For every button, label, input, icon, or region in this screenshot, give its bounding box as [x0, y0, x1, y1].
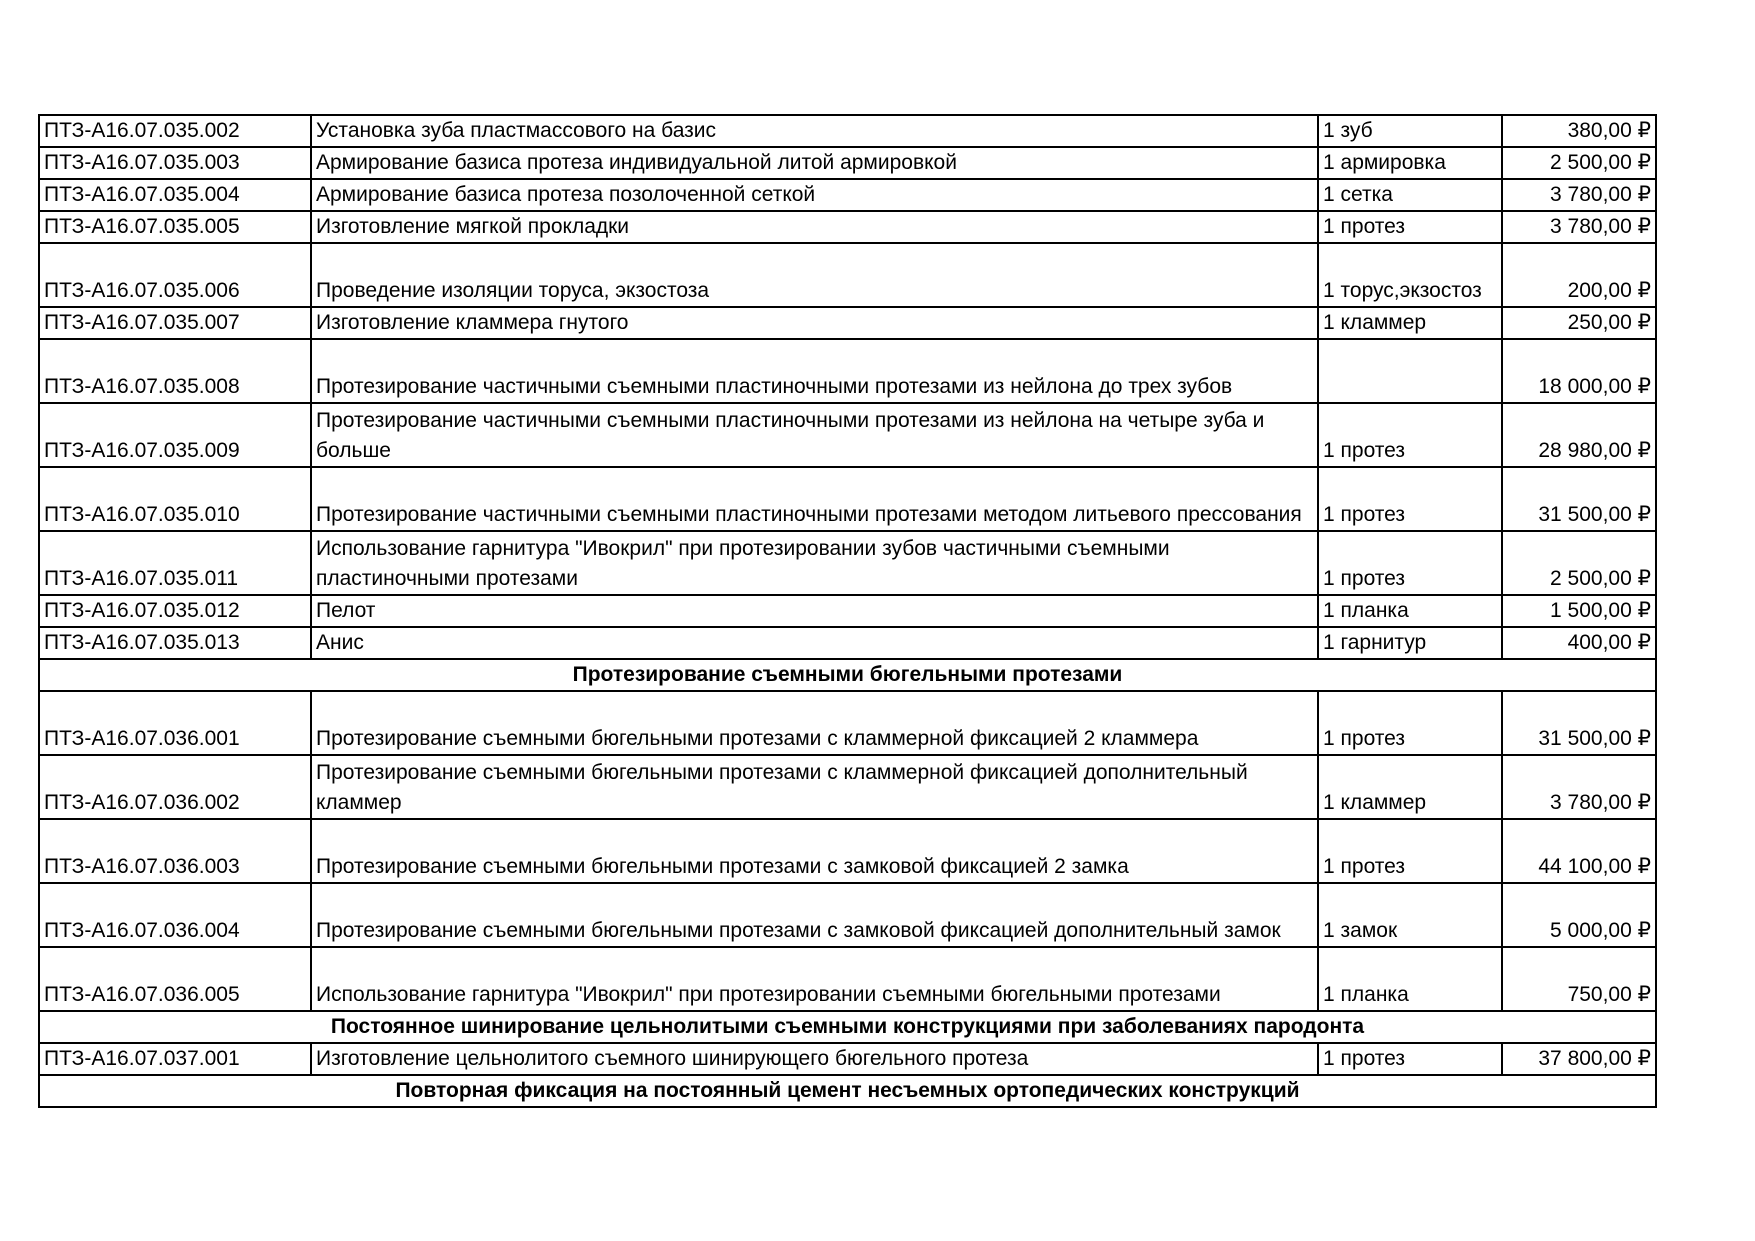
service-description: Армирование базиса протеза индивидуальной литой армировкой: [311, 147, 1318, 179]
service-description: Проведение изоляции торуса, экзостоза: [311, 243, 1318, 307]
section-header-row: [39, 1075, 1656, 1107]
table-row: [39, 755, 1656, 819]
service-description: Изготовление мягкой прокладки: [311, 211, 1318, 243]
table-row: [39, 179, 1656, 211]
service-description: Пелот: [311, 595, 1318, 627]
service-unit: 1 гарнитур: [1318, 627, 1502, 659]
service-description: Протезирование съемными бюгельными протезами с замковой фиксацией дополнительный замок: [311, 883, 1318, 947]
service-description: Изготовление кламмера гнутого: [311, 307, 1318, 339]
table-row: [39, 211, 1656, 243]
price-list-body: [39, 115, 1656, 1107]
table-row: [39, 947, 1656, 1011]
table-row: [39, 883, 1656, 947]
service-price: 200,00 ₽: [1502, 243, 1656, 307]
service-code: ПТЗ-А16.07.035.003: [39, 147, 311, 179]
service-description: Армирование базиса протеза позолоченной сеткой: [311, 179, 1318, 211]
section-header-row: [39, 1011, 1656, 1043]
service-price: 750,00 ₽: [1502, 947, 1656, 1011]
service-price: 1 500,00 ₽: [1502, 595, 1656, 627]
table-row: [39, 243, 1656, 307]
service-unit: 1 армировка: [1318, 147, 1502, 179]
service-code: ПТЗ-А16.07.035.012: [39, 595, 311, 627]
service-code: ПТЗ-А16.07.035.002: [39, 115, 311, 147]
service-unit: 1 протез: [1318, 403, 1502, 467]
service-unit: 1 кламмер: [1318, 755, 1502, 819]
service-unit: 1 протез: [1318, 1043, 1502, 1075]
service-code: ПТЗ-А16.07.035.010: [39, 467, 311, 531]
service-price: 380,00 ₽: [1502, 115, 1656, 147]
table-row: [39, 595, 1656, 627]
service-price: 28 980,00 ₽: [1502, 403, 1656, 467]
service-code: ПТЗ-А16.07.036.005: [39, 947, 311, 1011]
service-price: 18 000,00 ₽: [1502, 339, 1656, 403]
service-unit: 1 протез: [1318, 819, 1502, 883]
table-row: [39, 147, 1656, 179]
service-code: ПТЗ-А16.07.035.008: [39, 339, 311, 403]
service-code: ПТЗ-А16.07.035.011: [39, 531, 311, 595]
service-description: Использование гарнитура "Ивокрил" при протезировании зубов частичными съемными пластиночными протезами: [311, 531, 1318, 595]
table-row: [39, 1043, 1656, 1075]
service-price: 3 780,00 ₽: [1502, 179, 1656, 211]
service-code: ПТЗ-А16.07.035.005: [39, 211, 311, 243]
service-price: 250,00 ₽: [1502, 307, 1656, 339]
service-description: Протезирование частичными съемными пластиночными протезами из нейлона до трех зубов: [311, 339, 1318, 403]
service-price: 2 500,00 ₽: [1502, 147, 1656, 179]
service-price: 37 800,00 ₽: [1502, 1043, 1656, 1075]
service-unit: 1 протез: [1318, 467, 1502, 531]
service-description: Протезирование съемными бюгельными протезами с кламмерной фиксацией дополнительный кламмер: [311, 755, 1318, 819]
service-price: 31 500,00 ₽: [1502, 467, 1656, 531]
service-code: ПТЗ-А16.07.037.001: [39, 1043, 311, 1075]
table-row: [39, 115, 1656, 147]
section-title: Постоянное шинирование цельнолитыми съемными конструкциями при заболеваниях пародонта: [39, 1011, 1656, 1043]
service-unit: 1 протез: [1318, 691, 1502, 755]
service-description: Протезирование съемными бюгельными протезами с замковой фиксацией 2 замка: [311, 819, 1318, 883]
service-code: ПТЗ-А16.07.035.009: [39, 403, 311, 467]
service-code: ПТЗ-А16.07.036.002: [39, 755, 311, 819]
table-row: [39, 627, 1656, 659]
service-price: 400,00 ₽: [1502, 627, 1656, 659]
table-row: [39, 307, 1656, 339]
service-code: ПТЗ-А16.07.035.004: [39, 179, 311, 211]
table-row: [39, 691, 1656, 755]
service-unit: 1 сетка: [1318, 179, 1502, 211]
service-description: Использование гарнитура "Ивокрил" при протезировании съемными бюгельными протезами: [311, 947, 1318, 1011]
service-code: ПТЗ-А16.07.036.003: [39, 819, 311, 883]
section-title: Повторная фиксация на постоянный цемент несъемных ортопедических конструкций: [39, 1075, 1656, 1107]
service-code: ПТЗ-А16.07.035.006: [39, 243, 311, 307]
service-code: ПТЗ-А16.07.036.004: [39, 883, 311, 947]
service-unit: [1318, 339, 1502, 403]
service-price: 3 780,00 ₽: [1502, 755, 1656, 819]
table-row: [39, 339, 1656, 403]
section-title: Протезирование съемными бюгельными протезами: [39, 659, 1656, 691]
service-unit: 1 зуб: [1318, 115, 1502, 147]
service-price: 44 100,00 ₽: [1502, 819, 1656, 883]
service-description: Установка зуба пластмассового на базис: [311, 115, 1318, 147]
service-unit: 1 кламмер: [1318, 307, 1502, 339]
service-description: Протезирование частичными съемными пластиночными протезами из нейлона на четыре зуба и больше: [311, 403, 1318, 467]
service-price: 2 500,00 ₽: [1502, 531, 1656, 595]
service-price: 3 780,00 ₽: [1502, 211, 1656, 243]
service-unit: 1 протез: [1318, 211, 1502, 243]
service-code: ПТЗ-А16.07.035.007: [39, 307, 311, 339]
service-code: ПТЗ-А16.07.036.001: [39, 691, 311, 755]
price-list-table: [38, 114, 1657, 1108]
service-description: Анис: [311, 627, 1318, 659]
section-header-row: [39, 659, 1656, 691]
service-price: 5 000,00 ₽: [1502, 883, 1656, 947]
service-code: ПТЗ-А16.07.035.013: [39, 627, 311, 659]
table-row: [39, 531, 1656, 595]
service-unit: 1 протез: [1318, 531, 1502, 595]
table-row: [39, 819, 1656, 883]
service-description: Изготовление цельнолитого съемного шинирующего бюгельного протеза: [311, 1043, 1318, 1075]
service-description: Протезирование съемными бюгельными протезами с кламмерной фиксацией 2 кламмера: [311, 691, 1318, 755]
table-row: [39, 467, 1656, 531]
service-unit: 1 замок: [1318, 883, 1502, 947]
table-row: [39, 403, 1656, 467]
service-unit: 1 торус,экзостоз: [1318, 243, 1502, 307]
service-price: 31 500,00 ₽: [1502, 691, 1656, 755]
service-unit: 1 планка: [1318, 947, 1502, 1011]
service-description: Протезирование частичными съемными пластиночными протезами методом литьевого прессования: [311, 467, 1318, 531]
service-unit: 1 планка: [1318, 595, 1502, 627]
